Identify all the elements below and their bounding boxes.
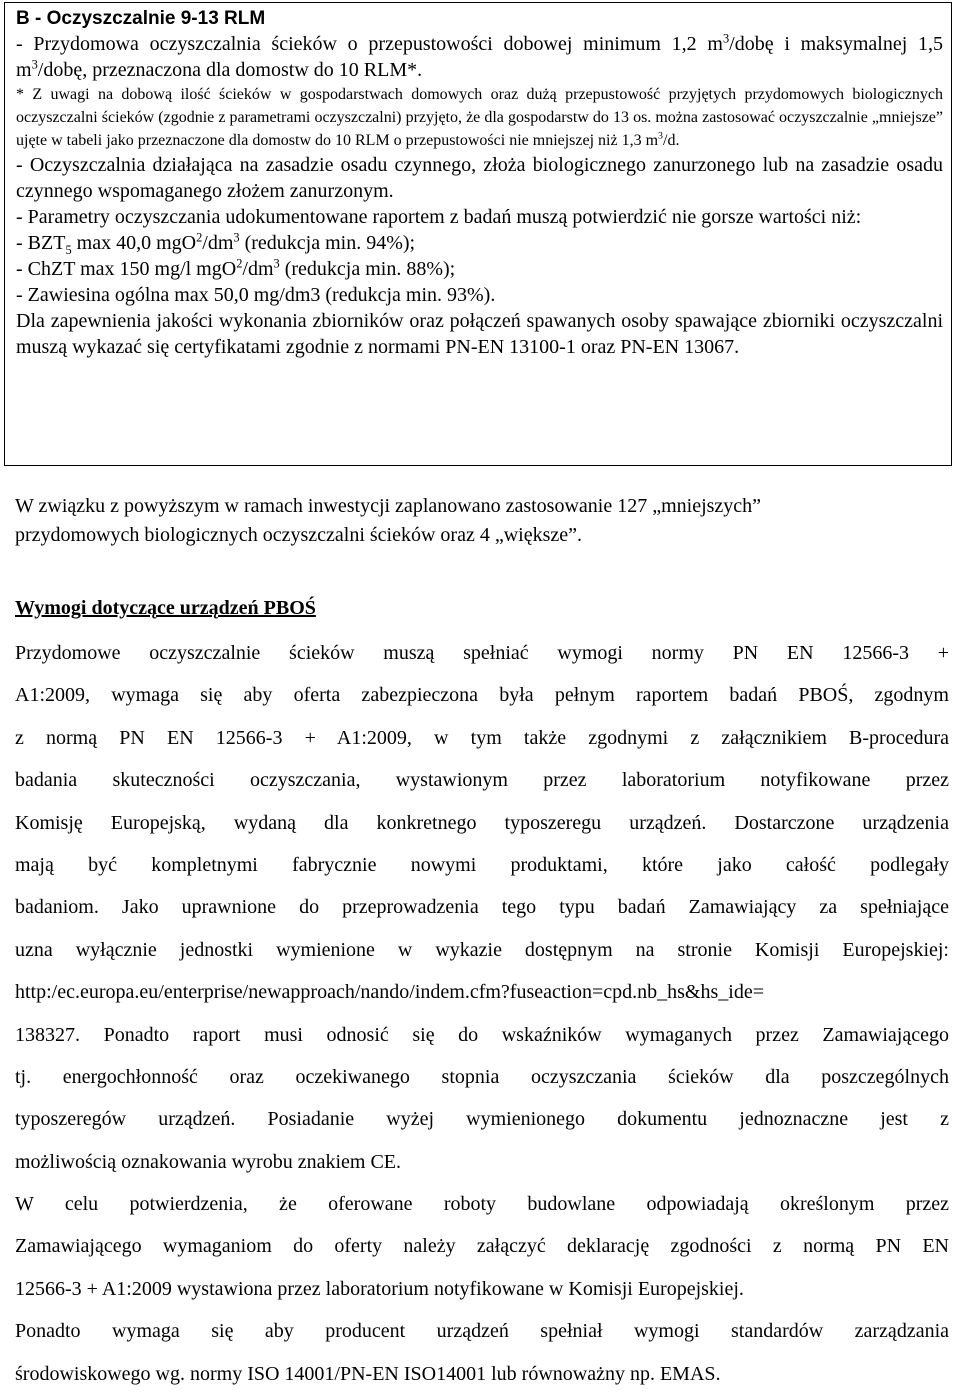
body-line: tj. energochłonność oraz oczekiwanego stopnia oczyszczania ścieków dla poszczególnych [15,1065,949,1088]
chzt-text-a: - ChZT max 150 mg/l mgO [16,258,237,280]
section-b-box [4,2,952,466]
section-b-title: B - Oczyszczalnie 9-13 RLM [16,8,266,29]
param-bzt [16,230,943,256]
parameters-intro: - Parametry oczyszczania udokumentowane raportem z badań muszą potwierdzić nie gorsze wartości niż: [16,206,862,228]
body-line: z normą PN EN 12566-3 + A1:2009, w tym także zgodnymi z załącznikiem B-procedura [15,726,949,749]
body-line: Zamawiającego wymaganiom do oferty należy załączyć deklarację zgodności z normą PN EN [15,1235,949,1258]
technology-paragraph: - Oczyszczalnia działająca na zasadzie osadu czynnego, złoża biologicznego zanurzonego lub na zasadzie osadu czynnego wspomaganego złożem zanurzonym. [16,154,943,202]
param-chzt [16,256,943,282]
capacity-text-c: /dobę, przeznaczona dla domostw do 10 RLM*. [37,59,423,81]
requirements-body [15,632,949,1395]
bzt-sub: 5 [65,243,72,257]
footnote-sup: 3 [658,130,663,142]
chzt-text-b: /dm [242,258,274,280]
chzt-text-c: (redukcja min. 88%); [279,258,456,280]
param-suspension: - Zawiesina ogólna max 50,0 mg/dm3 (redukcja min. 93%). [16,284,496,306]
bzt-sup-2: 3 [233,230,240,245]
body-line: 138327. Ponadto raport musi odnosić się do wskaźników wymaganych przez Zamawiającego [15,1023,949,1046]
bzt-text-c: /dm [202,232,234,254]
footnote-paragraph [16,83,943,152]
body-line: badaniom. Jako uprawnione do przeprowadzenia tego typu badań Zamawiający za spełniające [15,896,949,919]
quality-paragraph: Dla zapewnienia jakości wykonania zbiorników oraz połączeń spawanych osoby spawające zbiorniki oczyszczalni muszą wykazać się certyfikatami zgodnie z normami PN-EN 13100-1 oraz PN-EN 13067. [16,310,943,358]
body-line: badania skuteczności oczyszczania, wystawionym przez laboratorium notyfikowane przez [15,769,949,792]
body-line: W celu potwierdzenia, że oferowane roboty budowlane odpowiadają określonym przez [15,1193,949,1216]
capacity-paragraph [16,31,943,83]
conclusion-paragraph [15,492,947,550]
capacity-text-b: /dobę i maksymalnej 1,5 m [16,33,943,81]
bzt-text-a: - BZT [16,232,66,254]
requirements-heading: Wymogi dotyczące urządzeń PBOŚ [15,597,316,619]
body-line: 12566-3 + A1:2009 wystawiona przez laboratorium notyfikowane w Komisji Europejskiej. [15,1277,744,1300]
bzt-sup-1: 2 [196,230,203,245]
body-line: możliwością oznakowania wyrobu znakiem CE. [15,1150,401,1173]
body-line: Ponadto wymaga się aby producent urządzeń spełniał wymogi standardów zarządzania [15,1320,949,1343]
capacity-sup-2: 3 [31,57,38,72]
bzt-text-d: (redukcja min. 94%); [239,232,416,254]
chzt-sup-1: 2 [236,256,243,271]
body-line: Komisję Europejską, wydaną dla konkretnego typoszeregu urządzeń. Dostarczone urządzenia [15,811,949,834]
bzt-text-b: max 40,0 mgO [71,232,197,254]
body-line: uzna wyłącznie jednostki wymienione w wykazie dostępnym na stronie Komisji Europejskiej: [15,938,949,961]
footnote-text-b: /d. [663,132,680,149]
body-line: mają być kompletnymi fabrycznie nowymi produktami, które jako całość podlegały [15,853,949,876]
body-line: Przydomowe oczyszczalnie ścieków muszą spełniać wymogi normy PN EN 12566-3 + [15,642,949,664]
body-line: A1:2009, wymaga się aby oferta zabezpieczona była pełnym raportem badań PBOŚ, zgodnym [15,684,949,707]
body-line: typoszeregów urządzeń. Posiadanie wyżej wymienionego dokumentu jednoznaczne jest z [15,1108,949,1131]
footnote-text-a: * Z uwagi na dobową ilość ścieków w gospodarstwach domowych oraz dużą przepustowość przyjętych przydomowych biologicznych oczyszczalni ścieków (zgodnie z parametrami oczyszczalni) przyjęto, że dla gospodarstw do 13 os. można zastosować oczyszczalnie „mniejsze” ujęte w tabeli jako przeznaczone dla domostw do 10 RLM o przepustowości nie mniejszej niż 1,3 m [16,86,943,149]
conclusion-line: przydomowych biologicznych oczyszczalni ścieków oraz 4 „większe”. [15,524,582,546]
conclusion-line: W związku z powyższym w ramach inwestycji zaplanowano zastosowanie 127 „mniejszych” [15,495,762,517]
capacity-sup-1: 3 [722,31,730,46]
body-line: środowiskowego wg. normy ISO 14001/PN-EN ISO14001 lub równoważny np. EMAS. [15,1362,721,1385]
body-line-url: http:/ec.europa.eu/enterprise/newapproach/nando/indem.cfm?fuseaction=cpd.nb_hs&hs_ide= [15,981,764,1004]
capacity-text-a: - Przydomowa oczyszczalnia ścieków o przepustowości dobowej minimum 1,2 m [16,33,723,55]
chzt-sup-2: 3 [273,256,280,271]
